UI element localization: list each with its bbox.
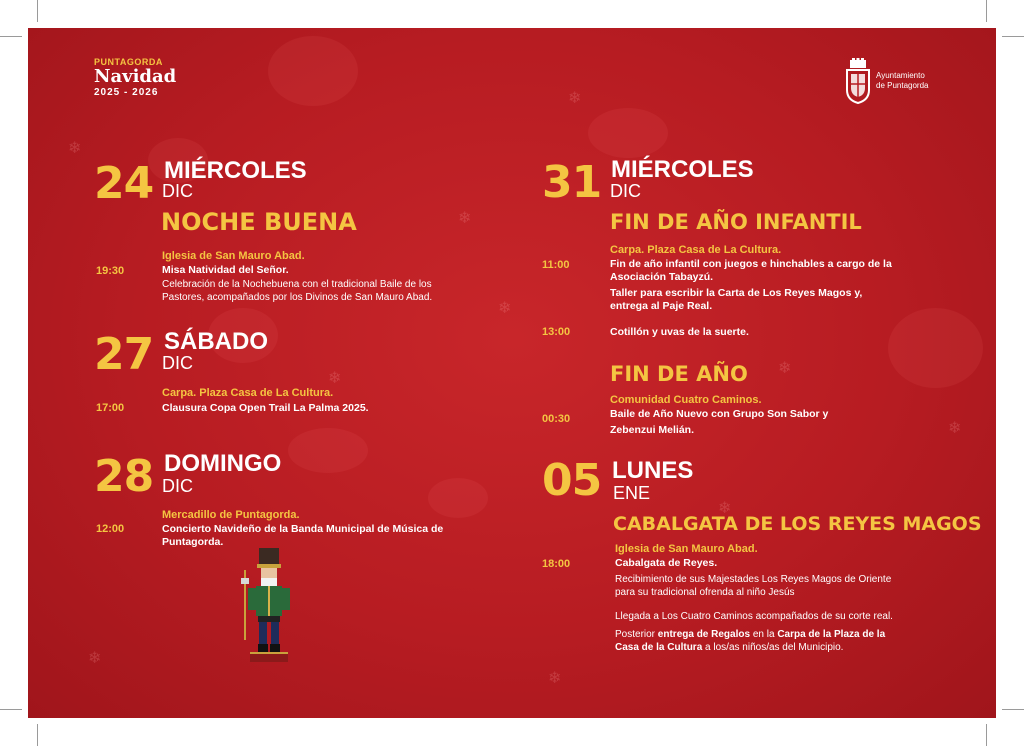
background-blot (428, 478, 488, 518)
snowflake-icon: ❄ (458, 210, 472, 227)
snowflake-icon: ❄ (778, 360, 792, 377)
crop-mark (1002, 709, 1024, 710)
month: DIC (162, 476, 193, 496)
event-name: Taller para escribir la Carta de Los Reyes Magos y, (610, 287, 863, 299)
event-place: Iglesia de San Mauro Abad. (162, 250, 305, 262)
weekday: MIÉRCOLES (611, 156, 754, 183)
event-time: 17:00 (96, 402, 125, 414)
snowflake-icon: ❄ (568, 90, 582, 107)
event-name: Zebenzui Melián. (610, 424, 695, 436)
day-28-heading (94, 450, 282, 502)
snowflake-icon: ❄ (718, 500, 732, 517)
event-name: Asociación Tabayzú. (610, 271, 714, 283)
event-name: Concierto Navideño de la Banda Municipal de Música de (162, 523, 444, 535)
event-name: Clausura Copa Open Trail La Palma 2025. (162, 402, 369, 414)
event-place: Mercadillo de Puntagorda. (162, 509, 300, 521)
background-blot (888, 308, 983, 388)
event-place: Carpa. Plaza Casa de La Cultura. (162, 387, 334, 399)
crop-mark (37, 724, 38, 746)
crop-mark (0, 36, 22, 37)
snowflake-icon: ❄ (328, 370, 342, 387)
event-name: Baile de Año Nuevo con Grupo Son Sabor y (610, 408, 829, 420)
event-place: Comunidad Cuatro Caminos. (610, 394, 762, 406)
desc-text: Posterior (615, 629, 658, 640)
event-title: NOCHE BUENA (161, 208, 357, 236)
event-title: FIN DE AÑO INFANTIL (610, 210, 862, 234)
brand-title: Navidad (94, 66, 177, 87)
event-title: FIN DE AÑO (610, 362, 748, 386)
event-name: Puntagorda. (162, 536, 224, 548)
snowflake-icon: ❄ (498, 300, 512, 317)
day-number: 28 (94, 451, 154, 502)
event-time: 13:00 (542, 326, 571, 338)
desc-text: a los/as niños/as del Municipio. (702, 642, 844, 653)
brand-years: 2025 - 2026 (94, 87, 159, 98)
event-name: entrega al Paje Real. (610, 300, 713, 312)
event-description: Celebración de la Nochebuena con el tradicional Baile de los (162, 279, 432, 290)
desc-text: en la (750, 629, 778, 640)
event-time: 11:00 (542, 259, 570, 271)
day-31-heading (542, 156, 754, 208)
crop-mark (1002, 36, 1024, 37)
day-number: 27 (94, 329, 154, 380)
council-line2: de Puntagorda (876, 81, 929, 90)
day-27-heading (94, 328, 269, 380)
snowflake-icon: ❄ (548, 670, 562, 687)
council-line1: Ayuntamiento (876, 71, 925, 80)
day-number: 05 (542, 455, 602, 506)
event-name: Misa Natividad del Señor. (162, 264, 289, 276)
event-description: para su tradicional ofrenda al niño Jesús (615, 587, 795, 598)
event-time: 19:30 (96, 265, 125, 277)
event-time: 00:30 (542, 413, 571, 425)
month: DIC (162, 353, 193, 373)
background-blot (268, 36, 358, 106)
event-description: Recibimiento de sus Majestades Los Reyes Magos de Oriente (615, 574, 892, 585)
desc-bold: Carpa de la Plaza de la (777, 629, 886, 640)
event-time: 18:00 (542, 558, 571, 570)
event-name: Cabalgata de Reyes. (615, 557, 718, 569)
day-number: 24 (94, 158, 154, 209)
event-description (615, 628, 885, 641)
event-description: Pastores, acompañados por los Divinos de San Mauro Abad. (162, 292, 433, 303)
desc-bold: Casa de la Cultura (615, 642, 703, 653)
crop-mark (37, 0, 38, 22)
day-number: 31 (542, 157, 602, 208)
crop-mark (0, 709, 22, 710)
event-title: CABALGATA DE LOS REYES MAGOS (613, 513, 982, 535)
event-place: Iglesia de San Mauro Abad. (615, 543, 758, 555)
background-blot (588, 108, 668, 158)
weekday: DOMINGO (164, 450, 282, 477)
council-logo (845, 58, 929, 104)
snowflake-icon: ❄ (88, 650, 102, 667)
event-time: 12:00 (96, 523, 125, 535)
month: DIC (162, 181, 193, 201)
crop-mark (986, 724, 987, 746)
month: ENE (613, 483, 651, 503)
weekday: LUNES (612, 457, 694, 484)
event-description (615, 641, 843, 654)
event-name: Fin de año infantil con juegos e hinchables a cargo de la (610, 258, 892, 270)
coat-of-arms-icon (845, 58, 871, 104)
weekday: SÁBADO (164, 328, 269, 355)
event-description: Llegada a Los Cuatro Caminos acompañados de su corte real. (615, 611, 893, 622)
event-place: Carpa. Plaza Casa de La Cultura. (610, 244, 782, 256)
event-name: Cotillón y uvas de la suerte. (610, 326, 749, 338)
brand-logo (94, 57, 176, 98)
weekday: MIÉRCOLES (164, 157, 307, 184)
day-05-heading (542, 455, 694, 506)
month: DIC (610, 181, 641, 201)
crop-mark (986, 0, 987, 22)
snowflake-icon: ❄ (948, 420, 962, 437)
day-24-heading (94, 157, 307, 209)
nutcracker-illustration (234, 548, 304, 666)
background-blot (288, 428, 368, 473)
snowflake-icon: ❄ (68, 140, 82, 157)
brand-town: PUNTAGORDA (94, 57, 163, 67)
desc-bold: entrega de Regalos (657, 629, 751, 640)
